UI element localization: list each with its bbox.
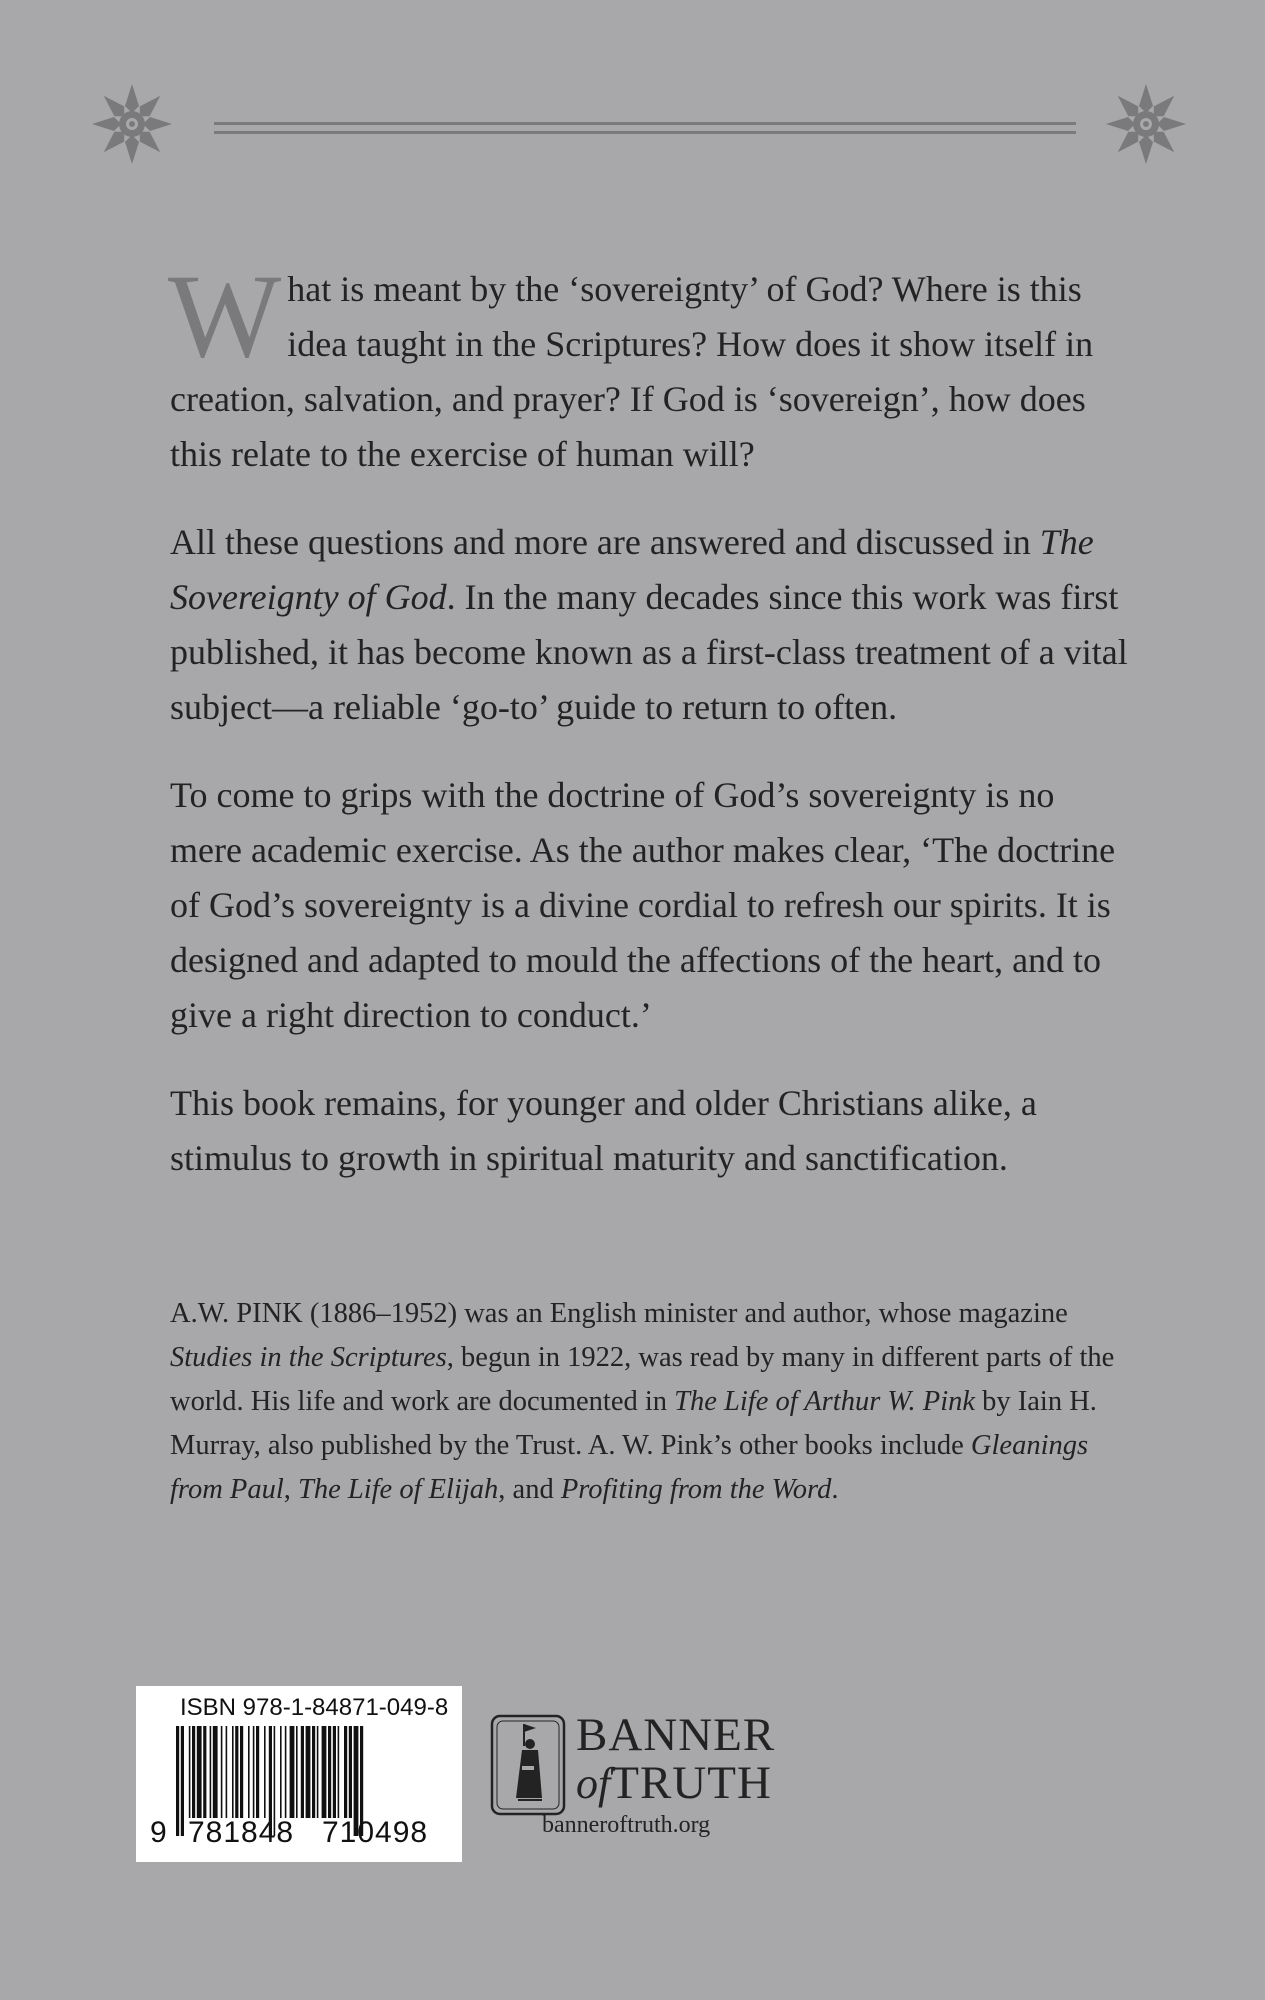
barcode-bar (317, 1726, 319, 1818)
barcode-bar (232, 1726, 234, 1818)
barcode-bar (301, 1726, 304, 1818)
barcode-bar (253, 1726, 255, 1818)
barcode-bar (213, 1726, 218, 1818)
barcode-bar (344, 1726, 347, 1818)
barcode-bar (264, 1726, 266, 1818)
bio-title-studies: Studies in the Scriptures (170, 1342, 447, 1373)
double-rule-divider (214, 122, 1076, 134)
isbn-barcode (136, 1686, 462, 1862)
publisher-website: banneroftruth.org (542, 1812, 711, 1838)
blurb-paragraph-1 (168, 249, 1130, 482)
bio-title-profiting: Profiting from the Word (560, 1474, 832, 1505)
barcode-bar (306, 1726, 311, 1818)
barcode-bar (280, 1726, 282, 1818)
barcode-bar (338, 1726, 340, 1818)
bio-text-e: , and (498, 1474, 554, 1505)
barcode-group-2: 710498 (322, 1816, 429, 1849)
banner-of-truth-logo (488, 1710, 568, 1820)
blurb-paragraph-2-text-a: All these questions and more are answered and discussed in (170, 522, 1031, 562)
barcode-bar (333, 1726, 336, 1818)
isbn-label: ISBN 978-1-84871-049-8 (180, 1694, 449, 1721)
blurb-paragraph-2-text-b: . In the many decades since this work was first published, it has become known as a first-class treatment of a vital subject—a reliable ‘go-to’ guide to return to often. (170, 577, 1128, 727)
publisher-of: of (576, 1759, 611, 1808)
bio-title-elijah: The Life of Elijah (298, 1474, 499, 1505)
barcode-bar (226, 1726, 228, 1818)
barcode-bar (210, 1726, 212, 1818)
barcode-bar (197, 1726, 202, 1818)
publisher-name-line-1: BANNER (576, 1709, 776, 1761)
barcode-bar (349, 1726, 352, 1818)
publisher-truth: TRUTH (610, 1757, 772, 1809)
barcode-bar (176, 1726, 179, 1836)
barcode-bar (181, 1726, 184, 1836)
barcode-bar (221, 1726, 223, 1818)
barcode-lead-digit: 9 (150, 1816, 168, 1849)
bio-text-d: , (283, 1474, 291, 1505)
barcode-bar (235, 1726, 238, 1818)
barcode-bar (322, 1726, 327, 1818)
blurb-paragraph-3: To come to grips with the doctrine of God’s sovereignty is no mere academic exercise. As the author makes clear, ‘The doctrine of God’s sovereignty is a divine cordial to refresh our spirits. It is designed and adapted to mould the affections of the heart, and to give a right direction to conduct.’ (170, 775, 1116, 1035)
star-ornament-left-icon (90, 82, 174, 166)
blurb-paragraph-1-text: hat is meant by the ‘sovereignty’ of God? Where is this idea taught in the Scriptures? How does it show itself in creation, salvation, and prayer? If God is ‘sovereign’, how does this relate to the exercise of human will? (170, 269, 1094, 474)
blurb-paragraph-2 (170, 515, 1130, 735)
publisher-name (576, 1711, 775, 1808)
barcode-bar (189, 1726, 191, 1818)
book-title: The Sovereignty of God (170, 522, 1094, 617)
barcode-bar (328, 1726, 331, 1818)
bio-title-life-of-pink: The Life of Arthur W. Pink (674, 1386, 976, 1417)
bio-text-b: , begun in 1922, was read by many in different parts of the world. His life and work are documented in (170, 1342, 1115, 1417)
blurb-paragraph-4: This book remains, for younger and older Christians alike, a stimulus to growth in spiritual maturity and sanctification. (170, 1083, 1037, 1178)
barcode-bar (312, 1726, 315, 1818)
barcode-bar (296, 1726, 298, 1818)
barcode-bar (285, 1726, 287, 1818)
author-bio (170, 1292, 1130, 1512)
barcode-bar (203, 1726, 206, 1818)
barcode-bar (240, 1726, 243, 1818)
barcode-bar (192, 1726, 195, 1818)
star-ornament-right-icon (1104, 82, 1188, 166)
barcode-bar (290, 1726, 295, 1818)
drop-cap: W (168, 249, 282, 382)
bio-title-gleanings: Gleanings from Paul (170, 1430, 1089, 1505)
publisher-name-line-2 (576, 1759, 775, 1808)
bio-text-f: . (831, 1474, 839, 1505)
barcode-group-1: 781848 (188, 1816, 295, 1849)
bio-text-c: by Iain H. Murray, also published by the Trust. A. W. Pink’s other books include (170, 1386, 1097, 1461)
bio-text-a: A.W. PINK (1886–1952) was an English minister and author, whose magazine (170, 1298, 1068, 1329)
book-blurb (168, 249, 1130, 1219)
barcode-bar (248, 1726, 250, 1818)
barcode-bar (256, 1726, 259, 1818)
